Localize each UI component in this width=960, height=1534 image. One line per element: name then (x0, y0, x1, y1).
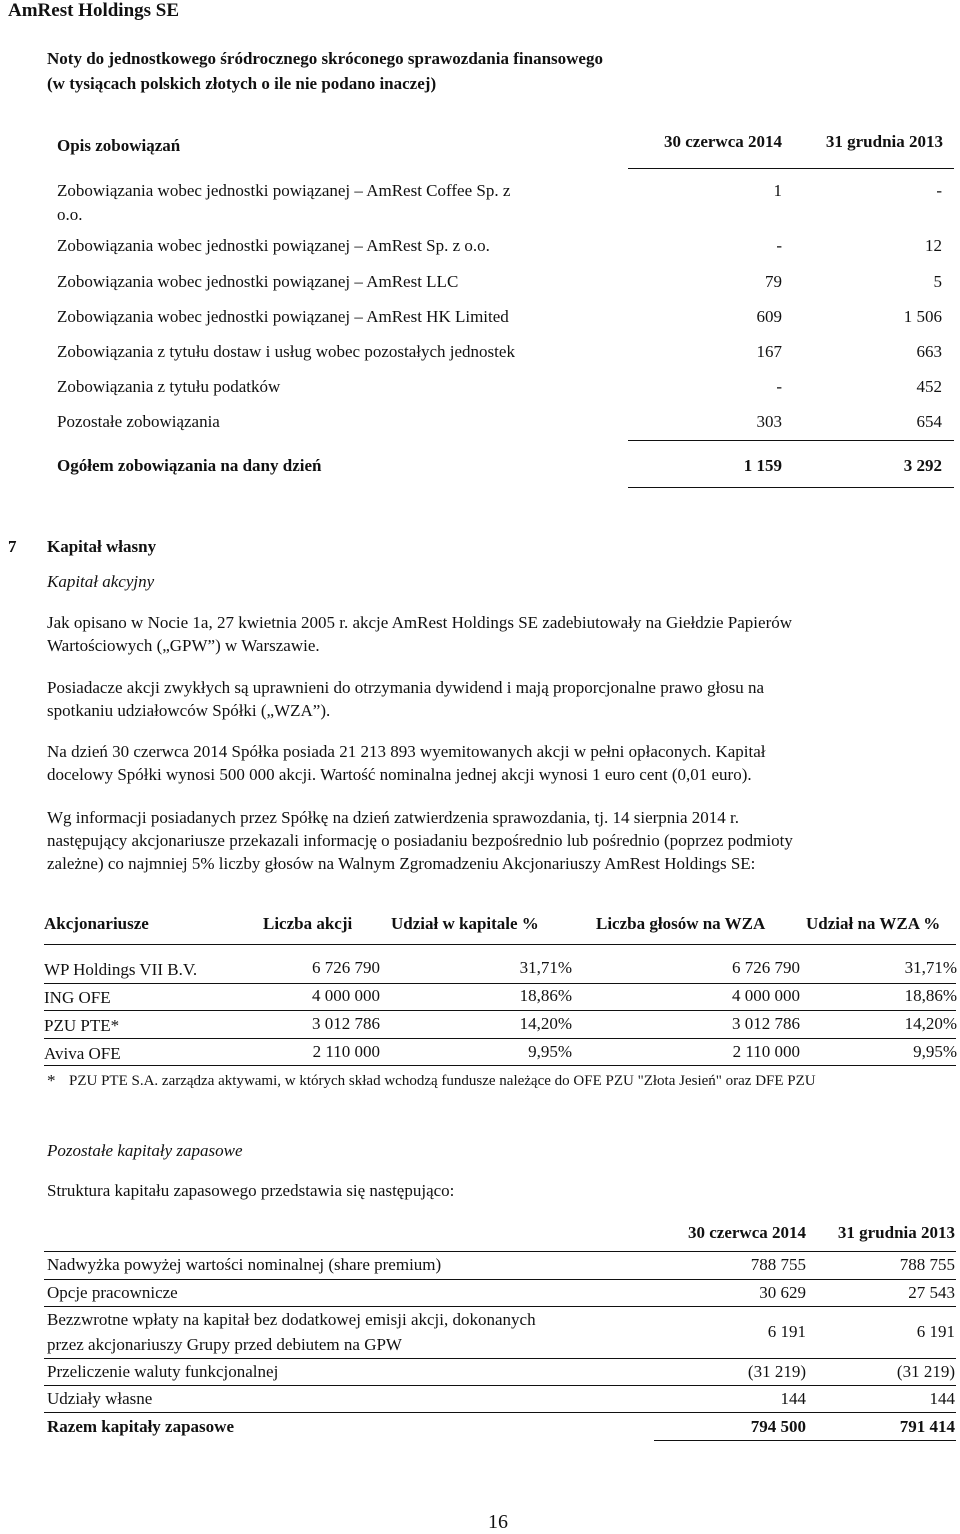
capital-share: 18,86% (519, 986, 572, 1005)
liabilities-col1-header: 30 czerwca 2014 (663, 132, 782, 151)
capital-share: 9,95% (528, 1042, 572, 1061)
reserve-label: Udziały własne (47, 1389, 153, 1408)
reserve-label-cont: przez akcjonariuszy Grupy przed debiutem na GPW (47, 1335, 402, 1354)
capital-share: 31,71% (519, 958, 572, 977)
shareholder-name: WP Holdings VII B.V. (44, 960, 198, 979)
vote-share: 14,20% (904, 1014, 957, 1033)
row-value-2013: 5 (933, 272, 942, 291)
reserves-total-label: Razem kapitały zapasowe (47, 1417, 234, 1436)
subtotal-rule (628, 440, 954, 441)
vote-share: 18,86% (904, 986, 957, 1005)
row-label: Zobowiązania wobec jednostki powiązanej – AmRest Sp. z o.o. (57, 236, 490, 255)
paragraph-ipo (47, 611, 953, 657)
row-rule (44, 983, 956, 984)
paragraph-line: Posiadacze akcji zwykłych są uprawnieni do otrzymania dywidend i mają proporcjonalne prawo głosu na (47, 678, 765, 697)
total-value-2014: 1 159 (743, 456, 782, 475)
paragraph-line: docelowy Spółki wynosi 500 000 akcji. Wartość nominalna jednej akcji wynosi 1 euro cent (0,01 euro). (47, 765, 752, 784)
reserve-value-2013: 6 191 (916, 1322, 955, 1341)
header-rule (44, 944, 956, 945)
row-rule (44, 1251, 956, 1252)
row-label-cont: o.o. (57, 205, 83, 224)
row-label: Zobowiązania wobec jednostki powiązanej – AmRest Coffee Sp. z (57, 181, 511, 200)
shareholder-name: PZU PTE* (44, 1016, 120, 1035)
shareholder-name: Aviva OFE (44, 1044, 121, 1063)
row-label: Zobowiązania wobec jednostki powiązanej – AmRest HK Limited (57, 307, 509, 326)
row-rule (44, 1306, 956, 1307)
row-rule (44, 1065, 956, 1066)
row-rule (44, 1010, 956, 1011)
reserve-value-2014: 144 (780, 1389, 806, 1408)
capital-share: 14,20% (519, 1014, 572, 1033)
currency-note: (w tysiącach polskich złotych o ile nie podano inaczej) (47, 74, 437, 93)
reserve-value-2014: 6 191 (767, 1322, 806, 1341)
paragraph-line: zależne) co najmniej 5% liczby głosów na Walnym Zgromadzeniu Akcjonariuszy AmRest Holdings SE: (47, 854, 756, 873)
votes-count: 4 000 000 (732, 986, 800, 1005)
column-header: Udział na WZA % (806, 914, 941, 933)
row-value-2014: - (776, 236, 782, 255)
paragraph-line: Na dzień 30 czerwca 2014 Spółka posiada 21 213 893 wyemitowanych akcji w pełni opłaconych. Kapitał (47, 742, 766, 761)
reserves-intro: Struktura kapitału zapasowego przedstawia się następująco: (47, 1181, 455, 1200)
row-value-2013: 1 506 (903, 307, 942, 326)
reserve-label: Bezzwrotne wpłaty na kapitał bez dodatkowej emisji akcji, dokonanych (47, 1310, 536, 1329)
paragraph-shareholders (47, 806, 953, 875)
reserve-label: Opcje pracownicze (47, 1283, 178, 1302)
footnote-mark: * (47, 1071, 56, 1090)
column-header: Liczba akcji (263, 914, 353, 933)
row-value-2013: - (936, 181, 942, 200)
reserves-col1-header: 30 czerwca 2014 (687, 1223, 806, 1242)
header-rule (628, 168, 954, 169)
page-number: 16 (488, 1511, 508, 1533)
row-value-2013: 654 (916, 412, 942, 431)
reserves-total-2014: 794 500 (750, 1417, 806, 1436)
paragraph-line: następujący akcjonariusze przekazali informację o posiadaniu bezpośrednio lub pośrednio (poprzez podmioty (47, 831, 793, 850)
paragraph-shares (47, 740, 953, 786)
reserve-value-2014: (31 219) (747, 1362, 806, 1381)
shareholder-name: ING OFE (44, 988, 111, 1007)
paragraph-line: Jak opisano w Nocie 1a, 27 kwietnia 2005 r. akcje AmRest Holdings SE zadebiutowały na Giełdzie Papierów (47, 613, 793, 632)
reserve-value-2014: 30 629 (759, 1283, 806, 1302)
row-rule (44, 1358, 956, 1359)
reserves-col2-header: 31 grudnia 2013 (837, 1223, 955, 1242)
total-label: Ogółem zobowiązania na dany dzień (57, 456, 322, 475)
total-value-2013: 3 292 (903, 456, 942, 475)
row-value-2014: 79 (765, 272, 782, 291)
column-header: Akcjonariusze (44, 914, 149, 933)
shares-count: 3 012 786 (312, 1014, 380, 1033)
notes-title: Noty do jednostkowego śródrocznego skróconego sprawozdania finansowego (47, 49, 603, 68)
paragraph-rights (47, 676, 953, 722)
row-label: Zobowiązania z tytułu dostaw i usług wobec pozostałych jednostek (57, 342, 515, 361)
row-label: Zobowiązania wobec jednostki powiązanej – AmRest LLC (57, 272, 459, 291)
section-title: Kapitał własny (47, 537, 157, 556)
row-rule (44, 1412, 956, 1413)
shares-count: 2 110 000 (312, 1042, 380, 1061)
company-name: AmRest Holdings SE (8, 0, 180, 21)
row-label: Pozostałe zobowiązania (57, 412, 220, 431)
paragraph-line: Wartościowych („GPW”) w Warszawie. (47, 636, 320, 655)
votes-count: 6 726 790 (732, 958, 800, 977)
liabilities-title: Opis zobowiązań (57, 136, 181, 155)
vote-share: 31,71% (904, 958, 957, 977)
row-value-2013: 12 (925, 236, 942, 255)
reserve-value-2013: 27 543 (908, 1283, 955, 1302)
row-value-2014: - (776, 377, 782, 396)
reserve-value-2013: 144 (929, 1389, 955, 1408)
paragraph-line: spotkaniu udziałowców Spółki („WZA”). (47, 701, 331, 720)
row-value-2014: 167 (756, 342, 782, 361)
row-value-2014: 303 (756, 412, 782, 431)
reserve-label: Nadwyżka powyżej wartości nominalnej (share premium) (47, 1255, 442, 1274)
row-rule (44, 1038, 956, 1039)
reserve-value-2013: 788 755 (899, 1255, 955, 1274)
liabilities-col2-header: 31 grudnia 2013 (825, 132, 943, 151)
votes-count: 3 012 786 (732, 1014, 800, 1033)
votes-count: 2 110 000 (732, 1042, 800, 1061)
row-value-2013: 452 (916, 377, 942, 396)
total-rule (628, 487, 954, 488)
row-rule (44, 1279, 956, 1280)
column-header: Udział w kapitale % (391, 914, 539, 933)
reserves-subtitle: Pozostałe kapitały zapasowe (47, 1141, 243, 1160)
vote-share: 9,95% (913, 1042, 957, 1061)
paragraph-line: Wg informacji posiadanych przez Spółkę na dzień zatwierdzenia sprawozdania, tj. 14 sierpnia 2014 r. (47, 808, 740, 827)
section-subtitle: Kapitał akcyjny (47, 572, 155, 591)
footnote-text: PZU PTE S.A. zarządza aktywami, w których skład wchodzą fundusze należące do OFE PZU "Złota Jesień" oraz DFE PZU (69, 1073, 816, 1089)
column-header: Liczba głosów na WZA (596, 914, 766, 933)
reserves-total-2013: 791 414 (899, 1417, 955, 1436)
total-rule (654, 1440, 956, 1441)
row-label: Zobowiązania z tytułu podatków (57, 377, 281, 396)
reserve-value-2013: (31 219) (896, 1362, 955, 1381)
shares-count: 4 000 000 (312, 986, 380, 1005)
shares-count: 6 726 790 (312, 958, 380, 977)
reserve-value-2014: 788 755 (750, 1255, 806, 1274)
row-value-2013: 663 (916, 342, 942, 361)
row-rule (44, 1385, 956, 1386)
section-number: 7 (8, 537, 17, 556)
row-value-2014: 1 (773, 181, 782, 200)
reserve-label: Przeliczenie waluty funkcjonalnej (47, 1362, 279, 1381)
row-value-2014: 609 (756, 307, 782, 326)
